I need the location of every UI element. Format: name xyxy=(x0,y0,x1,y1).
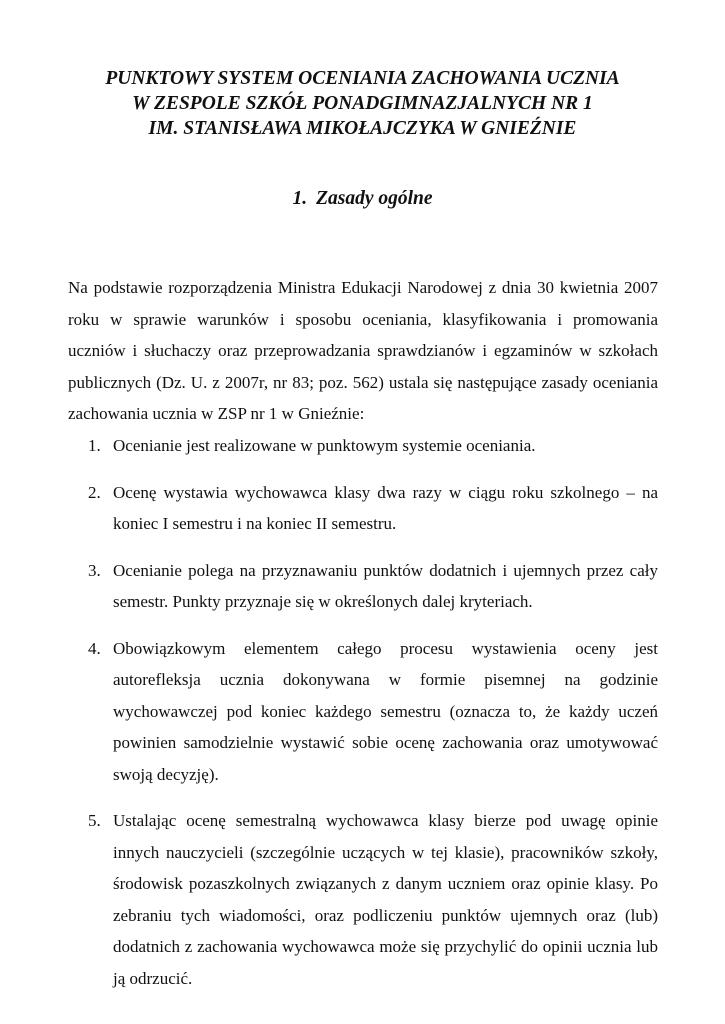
title-line-2: W ZESPOLE SZKÓŁ PONADGIMNAZJALNYCH NR 1 xyxy=(132,93,593,114)
list-item-number: 4. xyxy=(88,638,101,658)
list-item-text: Ustalając ocenę semestralną wychowawca klasy bierze pod uwagę opinie innych nauczycieli (szczególnie uczących w tej klasie), pracowników szkoły, środowisk pozaszkolnych związanych z danym uczniem oraz opinie klasy. Po zebraniu tych wiadomości, oraz podliczeniu punktów ujemnych oraz (lub) dodatnich z zachowania wychowawca może się przychylić do opinii ucznia lub ją odrzucić. xyxy=(113,811,658,988)
list-item-text: Obowiązkowym elementem całego procesu wystawienia oceny jest autorefleksja ucznia dokonywana w formie pisemnej na godzinie wychowawczej pod koniec każdego semestru (oznacza to, że każdy uczeń powinien samodzielnie wystawić sobie ocenę zachowania oraz umotywować swoją decyzję). xyxy=(113,638,658,784)
list-item-number: 2. xyxy=(88,482,101,502)
list-item xyxy=(68,477,658,540)
list-item xyxy=(68,430,658,462)
list-item xyxy=(68,555,658,618)
list-item-number: 3. xyxy=(88,560,101,580)
list-item-text: Ocenianie polega na przyznawaniu punktów dodatnich i ujemnych przez cały semestr. Punkty przyznaje się w określonych dalej kryteriach. xyxy=(113,560,658,611)
document-title xyxy=(60,66,665,141)
list-item xyxy=(68,633,658,791)
rules-list xyxy=(68,430,658,1009)
section-number: 1. xyxy=(292,188,308,209)
title-line-3: IM. STANISŁAWA MIKOŁAJCZYKA W GNIEŹNIE xyxy=(148,118,577,139)
list-item-text: Ocenianie jest realizowane w punktowym systemie oceniania. xyxy=(113,436,536,455)
intro-paragraph: Na podstawie rozporządzenia Ministra Edukacji Narodowej z dnia 30 kwietnia 2007 roku w sprawie warunków i sposobu oceniania, klasyfikowania i promowania uczniów i słuchaczy oraz przeprowadzania sprawdzianów i egzaminów w szkołach publicznych (Dz. U. z 2007r, nr 83; poz. 562) ustala się następujące zasady oceniania zachowania ucznia w ZSP nr 1 w Gnieźnie: xyxy=(68,278,658,423)
section-heading xyxy=(0,186,725,212)
list-item xyxy=(68,805,658,994)
title-line-1: PUNKTOWY SYSTEM OCENIANIA ZACHOWANIA UCZNIA xyxy=(105,68,620,89)
list-item-text: Ocenę wystawia wychowawca klasy dwa razy w ciągu roku szkolnego – na koniec I semestru i na koniec II semestru. xyxy=(113,482,658,533)
list-item-number: 5. xyxy=(88,811,101,830)
section-title: Zasady ogólne xyxy=(316,188,433,209)
list-item-number: 1. xyxy=(88,436,101,455)
